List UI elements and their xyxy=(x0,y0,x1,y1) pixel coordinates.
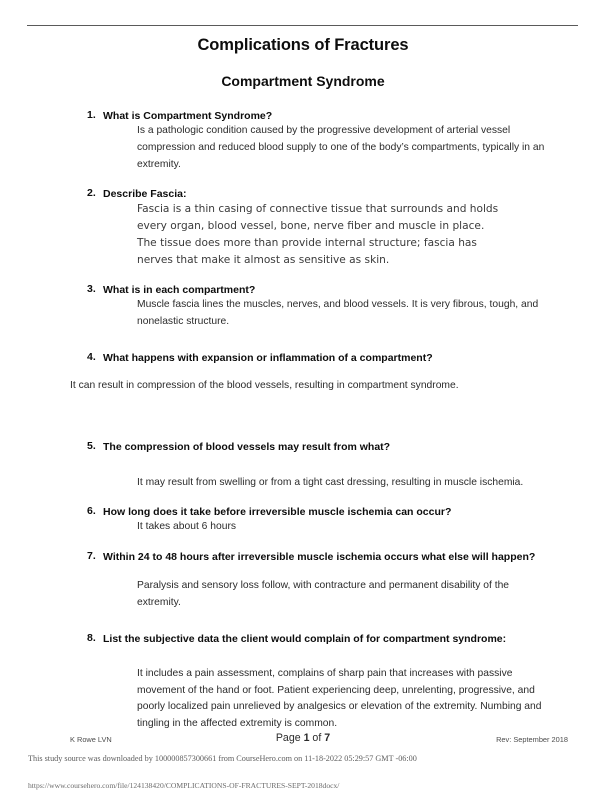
coursehero-source-url[interactable]: https://www.coursehero.com/file/124138420/COMPLICATIONS-OF-FRACTURES-SEPT-2018docx/ xyxy=(28,781,340,790)
spacer xyxy=(0,536,606,550)
list-item xyxy=(0,187,606,269)
item-question: What is Compartment Syndrome? xyxy=(103,110,273,122)
question-answer-list xyxy=(0,109,606,733)
item-number: 5. xyxy=(87,440,96,453)
spacer xyxy=(87,564,566,578)
item-question: Describe Fascia: xyxy=(103,188,187,201)
footer-page-number: 1 xyxy=(303,732,310,744)
item-number: 1. xyxy=(87,109,96,121)
item-number: 4. xyxy=(87,350,96,363)
item-question: The compression of blood vessels may result from what? xyxy=(103,441,391,454)
footer-page-label: Page xyxy=(275,732,301,744)
footer-page-total: 7 xyxy=(324,732,331,744)
header-divider-rule xyxy=(27,25,578,26)
page-footer xyxy=(0,732,606,751)
item-answer: It takes about 6 hours xyxy=(137,521,237,533)
spacer xyxy=(0,89,606,109)
item-answer: Muscle fascia lines the muscles, nerves, and blood vessels. It is very fibrous, tough, and nonelastic structure. xyxy=(137,299,539,327)
item-question: What happens with expansion or inflammation of a compartment? xyxy=(103,351,433,364)
page-subtitle: Compartment Syndrome xyxy=(221,73,385,89)
spacer xyxy=(0,394,606,440)
list-item xyxy=(0,550,606,612)
spacer xyxy=(87,646,566,666)
item-number: 6. xyxy=(87,505,96,518)
list-item xyxy=(0,632,606,733)
item-number: 8. xyxy=(87,631,96,644)
list-item xyxy=(0,109,606,173)
spacer xyxy=(0,269,606,283)
footer-page-of: of xyxy=(312,732,322,744)
footer-author: K Rowe LVN xyxy=(70,735,112,744)
item-question: Within 24 to 48 hours after irreversible muscle ischemia occurs what else will happen? xyxy=(103,551,536,564)
coursehero-download-notice: This study source was downloaded by 100000857300661 from CourseHero.com on 11-18-2022 05:29:57 GMT -06:00 xyxy=(28,754,417,763)
item-question: How long does it take before irreversible muscle ischemia can occur? xyxy=(103,506,452,519)
spacer xyxy=(0,612,606,632)
item-answer: Is a pathologic condition caused by the progressive development of arterial vessel compression and reduced blood supply to one of the body’s compartments, typically in an extremity. xyxy=(137,125,545,170)
list-item xyxy=(0,440,606,491)
list-item xyxy=(0,283,606,331)
item-answer: It may result from swelling or from a tight cast dressing, resulting in muscle ischemia. xyxy=(137,476,524,488)
list-item xyxy=(0,505,606,536)
item-number: 2. xyxy=(87,187,96,200)
item-question: What is in each compartment? xyxy=(103,284,256,297)
page-title: Complications of Fractures xyxy=(197,36,409,54)
spacer xyxy=(0,491,606,505)
list-item xyxy=(0,351,606,395)
spacer xyxy=(87,365,566,378)
item-answer: It can result in compression of the blood vessels, resulting in compartment syndrome. xyxy=(70,379,459,391)
spacer xyxy=(87,455,566,475)
spacer xyxy=(0,331,606,351)
item-question: List the subjective data the client would complain of for compartment syndrome: xyxy=(103,632,507,645)
item-number: 7. xyxy=(87,550,96,563)
document-body xyxy=(0,32,606,733)
spacer xyxy=(0,173,606,187)
item-answer: It includes a pain assessment, complains of sharp pain that increases with passive movement of the hand or foot. Patient experiencing deep, unrelenting, progressive, and poorly localized pain unrelieved by analgesics or elevation of the extremity. Numbing and tingling in the affected extremity is common. xyxy=(137,667,542,729)
item-number: 3. xyxy=(87,283,96,296)
item-answer: Fascia is a thin casing of connective tissue that surrounds and holds every organ, blood vessel, bone, nerve fiber and muscle in place. The tissue does more than provide internal structure; fascia has nerves that make it almost as sensitive as skin. xyxy=(137,203,499,267)
item-answer: Paralysis and sensory loss follow, with contracture and permanent disability of the extremity. xyxy=(137,580,510,608)
footer-revision: Rev: September 2018 xyxy=(496,735,568,744)
